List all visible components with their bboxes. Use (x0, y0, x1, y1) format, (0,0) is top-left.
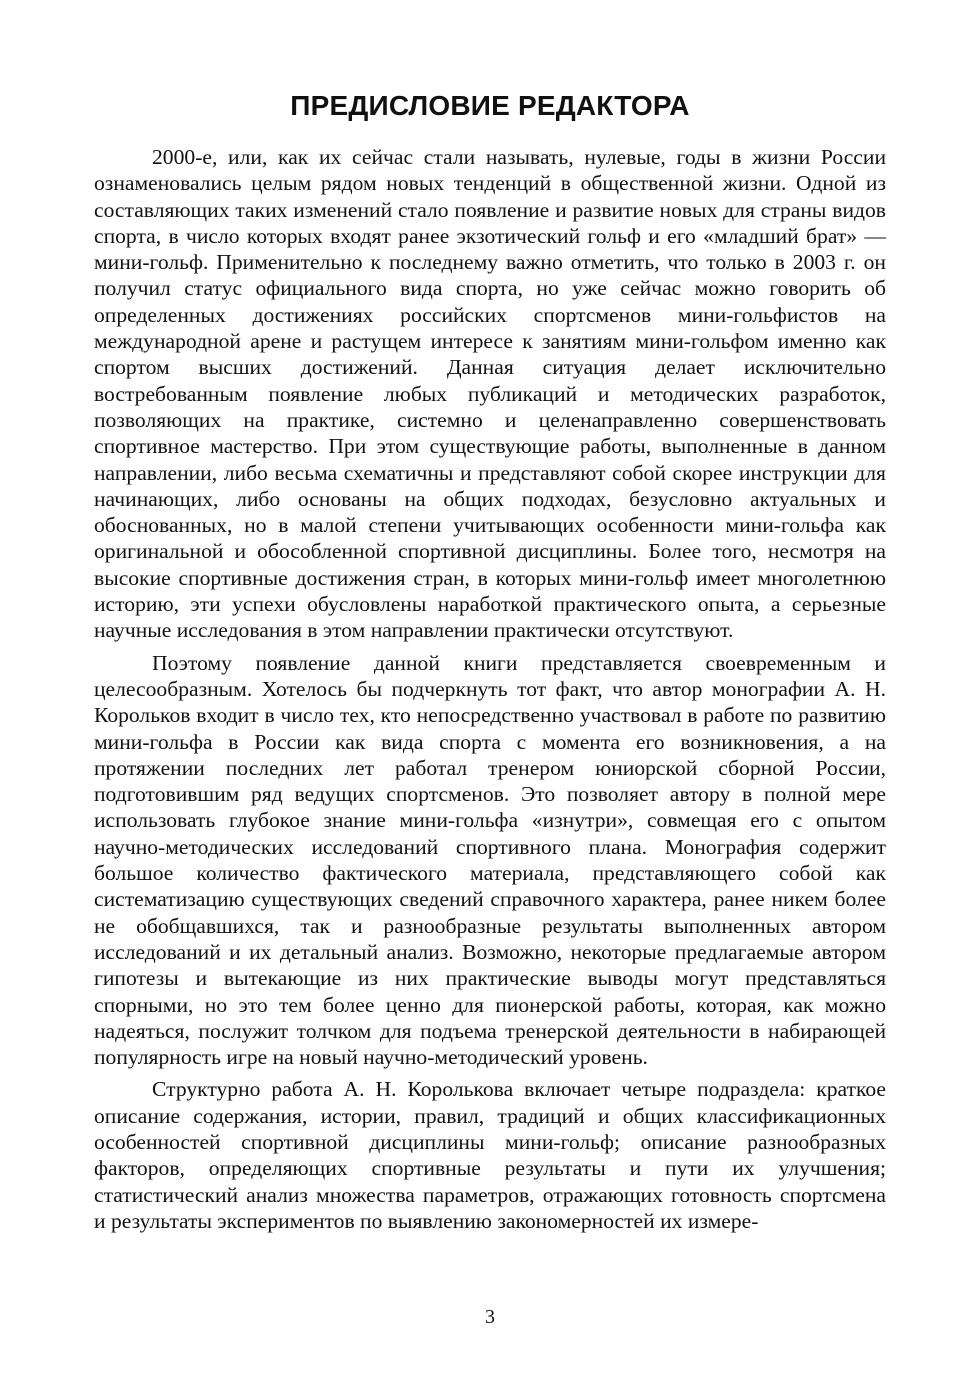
document-page (94, 90, 886, 1240)
paragraph-structure: Структурно работа А. Н. Королькова включает четыре подраздела: краткое описание содержания, истории, правил, традиций и общих классификационных особенностей спортивной дисциплины мини-гольф; описание разнообразных факторов, определяющих спортивные результаты и пути их улучшения; статистический анализ множества параметров, отражающих готовность спортсмена и результаты экспериментов по выявлению закономерностей их измере- (94, 1077, 886, 1233)
page-title: ПРЕДИСЛОВИЕ РЕДАКТОРА (290, 90, 690, 121)
paragraph-intro: 2000-е, или, как их сейчас стали называть, нулевые, годы в жизни России ознаменовались целым рядом новых тенденций в общественной жизни. Одной из составляющих таких изменений стало появление и развитие новых для страны видов спорта, в число которых входят ранее экзотический гольф и его «младший брат» — мини-гольф. Применительно к последнему важно отметить, что только в 2003 г. он получил статус официального вида спорта, но уже сейчас можно говорить об определенных достижениях российских спортсменов мини-гольфистов на международной арене и растущем интересе к занятиям мини-гольфом именно как спортом высших достижений. Данная ситуация делает исключительно востребованным появление любых публикаций и методических разработок, позволяющих на практике, системно и целенаправленно совершенствовать спортивное мастерство. При этом существующие работы, выполненные в данном направлении, либо весьма схематичны и представляют собой скорее инструкции для начинающих, либо основаны на общих подходах, безусловно актуальных и обоснованных, но в малой степени учитывающих особенности мини-гольфа как оригинальной и обособленной спортивной дисциплины. Более того, несмотря на высокие спортивные достижения стран, в которых мини-гольф имеет многолетнюю историю, эти успехи обусловлены наработкой практического опыта, а серьезные научные исследования в этом направлении практически отсутствуют. (94, 145, 886, 643)
paragraph-book-significance: Поэтому появление данной книги представляется своевременным и целесообразным. Хотелось бы подчеркнуть тот факт, что автор монографии А. Н. Корольков входит в число тех, кто непосредственно участвовал в работе по развитию мини-гольфа в России как вида спорта с момента его возникновения, а на протяжении последних лет работал тренером юниорской сборной России, подготовившим ряд ведущих спортсменов. Это позволяет автору в полной мере использовать глубокое знание мини-гольфа «изнутри», совмещая его с опытом научно-методических исследований спортивного плана. Монография содержит большое количество фактического материала, представляющего собой как систематизацию существующих сведений справочного характера, ранее никем более не обобщавшихся, так и разнообразные результаты выполненных автором исследований и их детальный анализ. Возможно, некоторые предлагаемые автором гипотезы и вытекающие из них практические выводы могут представляться спорными, но это тем более ценно для пионерской работы, которая, как можно надеяться, послужит толчком для подъема тренерской деятельности в набирающей популярность игре на новый научно-методический уровень. (94, 650, 886, 1070)
page-number: 3 (485, 1306, 495, 1328)
